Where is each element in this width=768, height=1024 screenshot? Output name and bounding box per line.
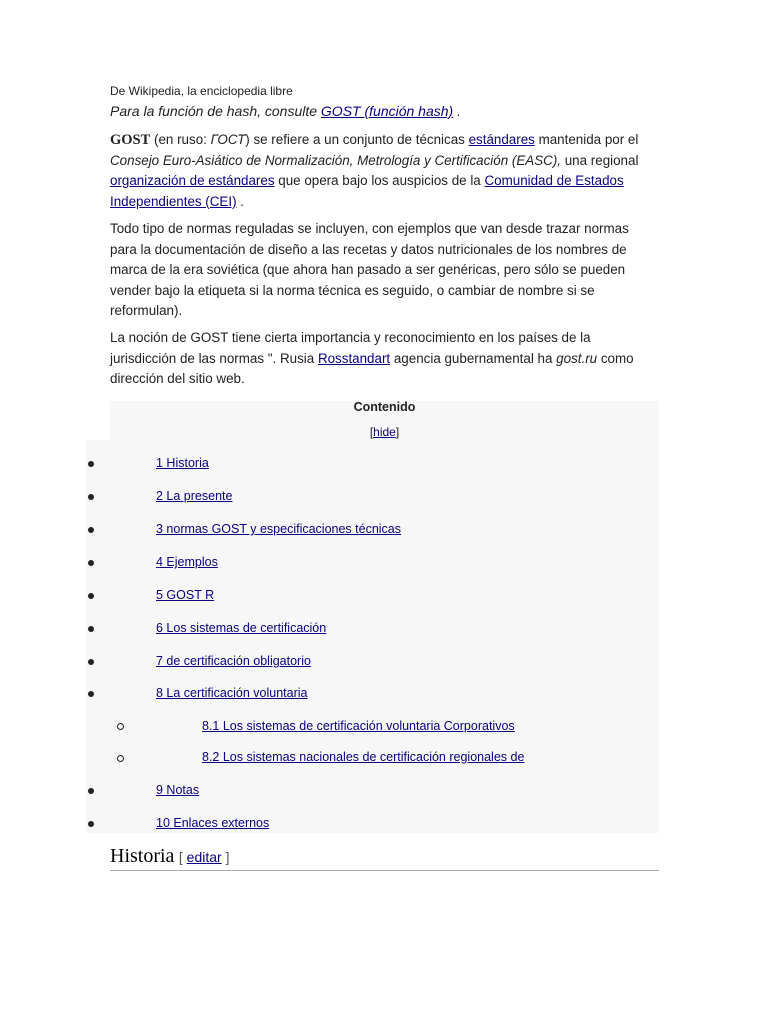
p3-text-2: agencia gubernamental ha [390,350,557,366]
edit-open-bracket: [ [178,849,187,865]
p3-text-4: como dirección del sitio web. [110,350,634,387]
toc-subitem-nacionales[interactable] [202,750,524,764]
toc-item-enlaces-externos[interactable] [156,816,269,830]
p1-text-8: . [236,193,244,209]
p1-text-7: que opera bajo los auspicios de la [274,173,485,189]
toc-title: Contenido [353,400,416,414]
link-estandares[interactable]: estándares [468,132,535,147]
intro-paragraph [110,130,650,212]
bullet-icon [88,494,94,500]
link-organizacion-estandares[interactable]: organización de estándares [110,173,275,189]
bullet-icon [88,788,94,794]
toc-hide-toggle [110,425,659,439]
bullet-icon [88,821,94,827]
toc-link[interactable]: 1 Historia [156,456,209,470]
p1-text-6: una regional [561,152,639,168]
toc-item-sistemas-certificacion[interactable] [156,621,326,635]
link-cei[interactable]: Comunidad de Estados Independientes (CEI) [110,173,624,209]
hatnote-prefix: Para la función de hash, consulte [110,103,321,119]
toc-item-gost-r[interactable] [156,588,214,602]
toc-link[interactable]: 9 Notas [156,783,200,797]
toc-item-normas-gost[interactable] [156,522,401,536]
p1-russian-name: ГОСТ [210,132,246,147]
site-subtitle: De Wikipedia, la enciclopedia libre [110,84,293,98]
circle-bullet-icon [117,755,124,762]
toc-subitem-corporativos[interactable] [202,719,515,733]
bullet-icon [88,527,94,533]
bullet-icon [88,659,94,665]
toc-item-certificacion-obligatorio[interactable] [156,654,311,668]
circle-bullet-icon [117,723,124,730]
p1-text-1: (en ruso: [150,132,211,147]
p1-text-3: ) se refiere a un conjunto de técnicas [245,132,469,147]
toc-hide-open-bracket: [ [369,425,374,439]
bullet-icon [88,461,94,467]
section-title: Historia [110,845,175,867]
toc-link[interactable]: 3 normas GOST y especificaciones técnicas [156,522,402,536]
toc-item-notas[interactable] [156,783,199,797]
hatnote-suffix: . [453,103,461,119]
toc-link[interactable]: 6 Los sistemas de certificación [156,621,327,635]
toc-item-la-presente[interactable] [156,489,232,503]
section-heading-historia [110,845,659,871]
toc-link[interactable]: 7 de certificación obligatorio [156,654,311,668]
bullet-icon [88,691,94,697]
toc-link[interactable]: 8.1 Los sistemas de certificación voluntaria Corporativos [202,719,515,733]
toc-hide-link[interactable]: hide [373,425,396,439]
toc-link[interactable]: 5 GOST R [156,588,215,602]
toc-item-historia[interactable] [156,456,209,470]
toc-link[interactable]: 8.2 Los sistemas nacionales de certificación regionales de [202,750,525,764]
p3-website: gost.ru [556,350,598,366]
edit-section [179,849,230,865]
p3-text-1: La noción de GOST tiene cierta importancia y reconocimiento en los países de la jurisdicción de las normas ". Rusia [110,330,591,366]
bullet-icon [88,560,94,566]
p1-easc-name: Consejo Euro-Asiático de Normalización, Metrología y Certificación (EASC), [110,152,561,168]
toc-link[interactable]: 4 Ejemplos [156,555,218,569]
toc-item-ejemplos[interactable] [156,555,218,569]
hatnote [110,103,461,119]
article-term: GOST [110,132,151,148]
standards-paragraph: Todo tipo de normas reguladas se incluyen, con ejemplos que van desde trazar normas para la documentación de diseño a las recetas y datos nutricionales de los nombres de marca de la era soviética (que ahora han pasado a ser genéricas, pero sólo se pueden vender bajo la etiqueta si la norma técnica es seguido, o cambiar de nombre si se reformulan). [110,221,629,319]
bullet-icon [88,593,94,599]
importance-paragraph [110,328,650,390]
bullet-icon [88,626,94,632]
edit-close-bracket: ] [221,849,230,865]
edit-section-link[interactable]: editar [186,849,222,865]
toc-link[interactable]: 2 La presente [156,489,233,503]
p1-text-4: mantenida por el [534,132,639,147]
link-rosstandart[interactable]: Rosstandart [317,350,391,366]
hatnote-link-gost-hash[interactable]: GOST (función hash) [320,103,454,119]
toc-link[interactable]: 8 La certificación voluntaria [156,686,308,700]
toc-item-certificacion-voluntaria[interactable] [156,686,307,700]
toc-hide-close-bracket: ] [395,425,400,439]
toc-link[interactable]: 10 Enlaces externos [156,816,270,830]
